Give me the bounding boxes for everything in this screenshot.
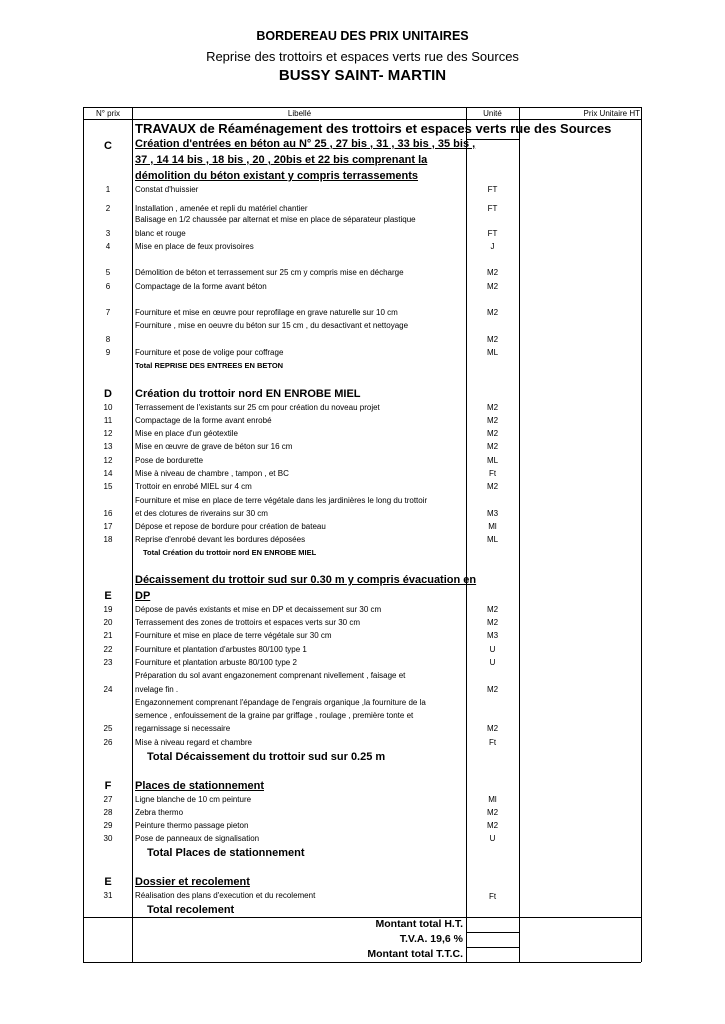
section-code: C (104, 140, 112, 152)
row-number: 7 (105, 308, 111, 317)
section-code: F (104, 780, 112, 792)
row-label: Fourniture et pose de volige pour coffrage (135, 348, 284, 357)
row-number: 2 (105, 204, 111, 213)
section-title: 37 , 14 14 bis , 18 bis , 20 , 20bis et 22 bis comprenant la (135, 154, 428, 166)
row-number: 30 (103, 834, 113, 843)
row-unit: ML (486, 348, 499, 357)
row-number: 8 (105, 335, 111, 344)
summary-label: T.V.A. 19,6 % (399, 933, 463, 945)
row-label: Mise en place de feux provisoires (135, 242, 254, 251)
row-label: Dépose de pavés existants et mise en DP et decaissement sur 30 cm (135, 605, 382, 614)
row-unit: M2 (486, 618, 499, 627)
row-unit: ML (486, 535, 499, 544)
row-label: semence , enfouissement de la graine par griffage , roulage , première tonte et (135, 711, 414, 720)
row-label: Pose de panneaux de signalisation (135, 834, 260, 843)
row-unit: M2 (486, 808, 499, 817)
section-code: E (104, 876, 112, 888)
row-label: Fourniture et plantation d'arbustes 80/100 type 1 (135, 645, 307, 654)
section-code: E (104, 590, 112, 602)
row-number: 14 (103, 469, 113, 478)
row-label: Zebra thermo (135, 808, 184, 817)
row-unit: M2 (486, 308, 499, 317)
col-header-label: Libellé (287, 109, 312, 118)
section-title: démolition du béton existant y compris terrassements (135, 170, 419, 182)
summary-label: Montant total T.T.C. (367, 948, 463, 960)
section-title: Création d'entrées en béton au N° 25 , 27 bis , 31 , 33 bis , 35 bis , (135, 138, 476, 150)
row-label: nvelage fin . (135, 685, 179, 694)
row-unit: M3 (486, 509, 499, 518)
row-unit: M2 (486, 685, 499, 694)
row-number: 19 (103, 605, 113, 614)
row-label: Mise à niveau de chambre , tampon , et BC (135, 469, 289, 478)
row-number: 12 (103, 456, 113, 465)
row-label: Trottoir en enrobé MIEL sur 4 cm (135, 482, 252, 491)
row-unit: M2 (486, 442, 499, 451)
row-label: Reprise d'enrobé devant les bordures déposées (135, 535, 306, 544)
row-label: Fourniture et mise en place de terre végétale sur 30 cm (135, 631, 332, 640)
section-code: D (104, 388, 112, 400)
row-unit: Ml (488, 522, 497, 531)
row-unit: M3 (486, 631, 499, 640)
col-header-price: Prix Unitaire HT (583, 109, 640, 118)
row-number: 18 (103, 535, 113, 544)
row-number: 16 (103, 509, 113, 518)
row-number: 11 (103, 416, 113, 425)
document-title: BORDEREAU DES PRIX UNITAIRES (256, 29, 469, 43)
row-label: Mise en place d'un géotextile (135, 429, 238, 438)
row-unit: FT (487, 204, 498, 213)
col-header-unit: Unité (483, 109, 502, 118)
row-label: Constat d'huissier (135, 185, 199, 194)
row-label: Fourniture et mise en place de terre végétale dans les jardinières le long du trottoir (135, 496, 428, 505)
row-label: Réalisation des plans d'execution et du recolement (135, 891, 316, 900)
row-label: Fourniture et mise en œuvre pour reprofilage en grave naturelle sur 10 cm (135, 308, 398, 317)
row-label: Compactage de la forme avant enrobé (135, 416, 272, 425)
row-label: et des clotures de riverains sur 30 cm (135, 509, 268, 518)
row-unit: U (489, 645, 496, 654)
section-total: Total Décaissement du trottoir sud sur 0.25 m (147, 751, 386, 763)
row-number: 20 (103, 618, 113, 627)
document-location: BUSSY SAINT- MARTIN (278, 67, 447, 84)
row-number: 3 (105, 229, 111, 238)
row-label: Démolition de béton et terrassement sur 25 cm y compris mise en décharge (135, 268, 404, 277)
row-number: 26 (103, 738, 113, 747)
row-label: Dépose et repose de bordure pour création de bateau (135, 522, 326, 531)
row-unit: M2 (486, 268, 499, 277)
row-number: 24 (103, 685, 113, 694)
document-subtitle: Reprise des trottoirs et espaces verts rue des Sources (206, 49, 519, 64)
row-number: 9 (105, 348, 111, 357)
row-number: 12 (103, 429, 113, 438)
row-unit: M2 (486, 429, 499, 438)
row-number: 6 (105, 282, 111, 291)
row-label: Terrassement des zones de trottoirs et espaces verts sur 30 cm (135, 618, 360, 627)
row-number: 27 (103, 795, 113, 804)
row-number: 17 (103, 522, 113, 531)
section-title: Places de stationnement (135, 780, 264, 792)
row-label: Fourniture , mise en oeuvre du béton sur 15 cm , du desactivant et nettoyage (135, 321, 409, 330)
section-total: Total Création du trottoir nord EN ENROBE MIEL (143, 548, 317, 557)
row-label: regarnissage si necessaire (135, 724, 231, 733)
row-label: blanc et rouge (135, 229, 186, 238)
row-number: 21 (103, 631, 113, 640)
row-label: Fourniture et plantation arbuste 80/100 type 2 (135, 658, 297, 667)
row-number: 29 (103, 821, 113, 830)
row-number: 25 (103, 724, 113, 733)
row-unit: Ml (488, 795, 497, 804)
row-unit: Ft (488, 469, 497, 478)
row-unit: M2 (486, 724, 499, 733)
row-number: 15 (103, 482, 113, 491)
section-title: DP (135, 590, 151, 602)
section-total: Total Places de stationnement (147, 847, 305, 859)
row-unit: ML (486, 456, 499, 465)
row-label: Terrassement de l'existants sur 25 cm pour création du noveau projet (135, 403, 380, 412)
row-unit: M2 (486, 821, 499, 830)
row-number: 4 (105, 242, 111, 251)
row-unit: FT (487, 229, 498, 238)
row-label: Installation , amenée et repli du matériel chantier (135, 204, 308, 213)
row-unit: M2 (486, 416, 499, 425)
row-unit: U (489, 658, 496, 667)
section-total: Total recolement (147, 904, 235, 916)
row-number: 28 (103, 808, 113, 817)
row-label: Compactage de la forme avant béton (135, 282, 267, 291)
row-unit: U (489, 834, 496, 843)
row-unit: M2 (486, 605, 499, 614)
row-unit: J (490, 242, 495, 251)
col-header-number: N° prix (95, 109, 121, 118)
summary-label: Montant total H.T. (375, 918, 463, 930)
row-number: 10 (103, 403, 113, 412)
row-number: 22 (103, 645, 113, 654)
row-label: Mise en œuvre de grave de béton sur 16 cm (135, 442, 293, 451)
section-title: Décaissement du trottoir sud sur 0.30 m y compris évacuation en (135, 574, 477, 586)
row-label: Préparation du sol avant engazonement comprenant nivellement , faisage et (135, 671, 406, 680)
row-label: Mise à niveau regard et chambre (135, 738, 252, 747)
row-number: 5 (105, 268, 111, 277)
row-unit: M2 (486, 282, 499, 291)
row-number: 13 (103, 442, 113, 451)
row-unit: Ft (488, 892, 497, 901)
section-title: Création du trottoir nord EN ENROBE MIEL (135, 388, 361, 400)
row-label: Pose de bordurette (135, 456, 204, 465)
row-number: 1 (105, 185, 111, 194)
row-label: Peinture thermo passage pieton (135, 821, 249, 830)
row-number: 23 (103, 658, 113, 667)
main-title: TRAVAUX de Réaménagement des trottoirs et espaces verts rue des Sources (135, 121, 612, 136)
row-label: Balisage en 1/2 chaussée par alternat et mise en place de séparateur plastique (135, 215, 416, 224)
row-number: 31 (103, 891, 113, 900)
row-label: Engazonnement comprenant l'épandage de l'engrais organique ,la fourniture de la (135, 698, 426, 707)
row-unit: M2 (486, 482, 499, 491)
row-unit: FT (487, 185, 498, 194)
section-title: Dossier et recolement (135, 876, 250, 888)
row-unit: M2 (486, 403, 499, 412)
row-unit: M2 (486, 335, 499, 344)
section-total: Total REPRISE DES ENTREES EN BETON (135, 361, 284, 370)
row-unit: Ft (488, 738, 497, 747)
row-label: Ligne blanche de 10 cm peinture (135, 795, 252, 804)
